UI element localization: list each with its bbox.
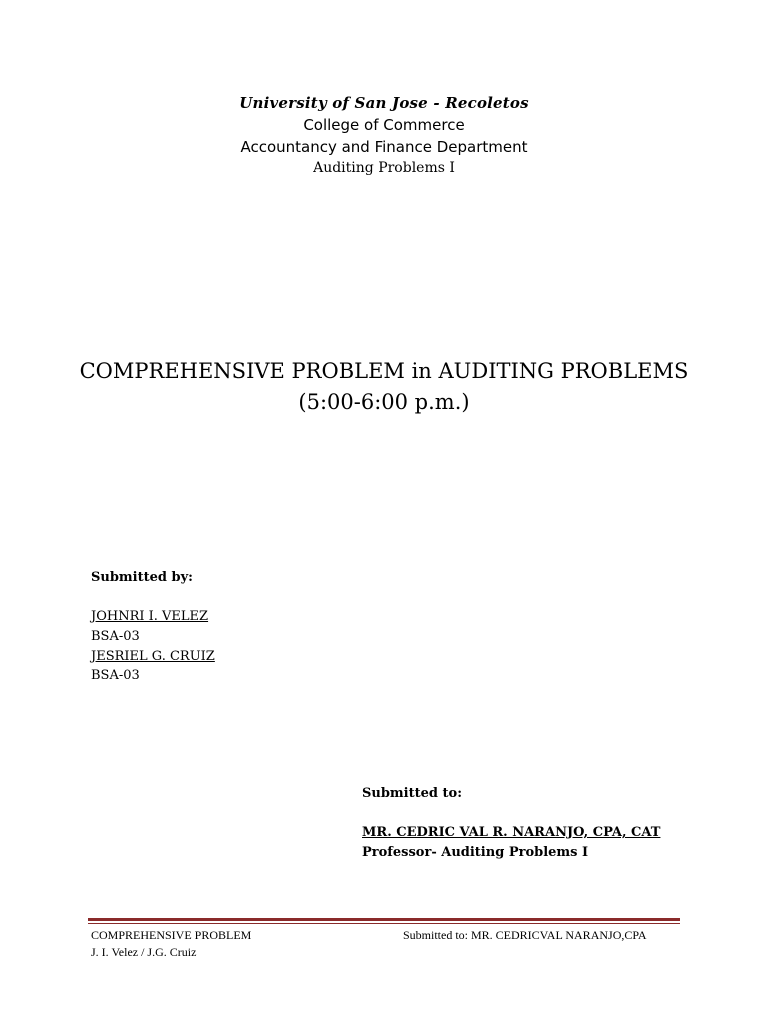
- footer-rule-thick: [88, 918, 680, 921]
- department-name: Accountancy and Finance Department: [240, 138, 528, 156]
- title-line-1: COMPREHENSIVE PROBLEM in AUDITING PROBLEMS: [79, 359, 689, 383]
- title-line-2: (5:00-6:00 p.m.): [298, 390, 470, 414]
- document-title: [0, 356, 768, 418]
- footer-rule-thin: [88, 923, 680, 924]
- college-name: College of Commerce: [303, 116, 465, 134]
- professor-role: Professor- Auditing Problems I: [362, 845, 589, 860]
- student-section-2: BSA-03: [91, 668, 140, 683]
- footer-document-title: COMPREHENSIVE PROBLEM: [91, 928, 252, 942]
- footer-authors: J. I. Velez / J.G. Cruiz: [91, 945, 197, 959]
- professor-name: MR. CEDRIC VAL R. NARANJO, CPA, CAT: [362, 825, 661, 840]
- student-section-1: BSA-03: [91, 629, 140, 644]
- student-name-1: JOHNRI I. VELEZ: [91, 609, 209, 624]
- submitted-by-label: Submitted by:: [91, 570, 193, 585]
- university-name: University of San Jose - Recoletos: [239, 94, 529, 112]
- footer-submitted-to: Submitted to: MR. CEDRICVAL NARANJO,CPA: [403, 928, 647, 942]
- student-name-2: JESRIEL G. CRUIZ: [91, 649, 215, 664]
- course-name: Auditing Problems I: [313, 160, 455, 176]
- submitted-to-label: Submitted to:: [362, 786, 462, 801]
